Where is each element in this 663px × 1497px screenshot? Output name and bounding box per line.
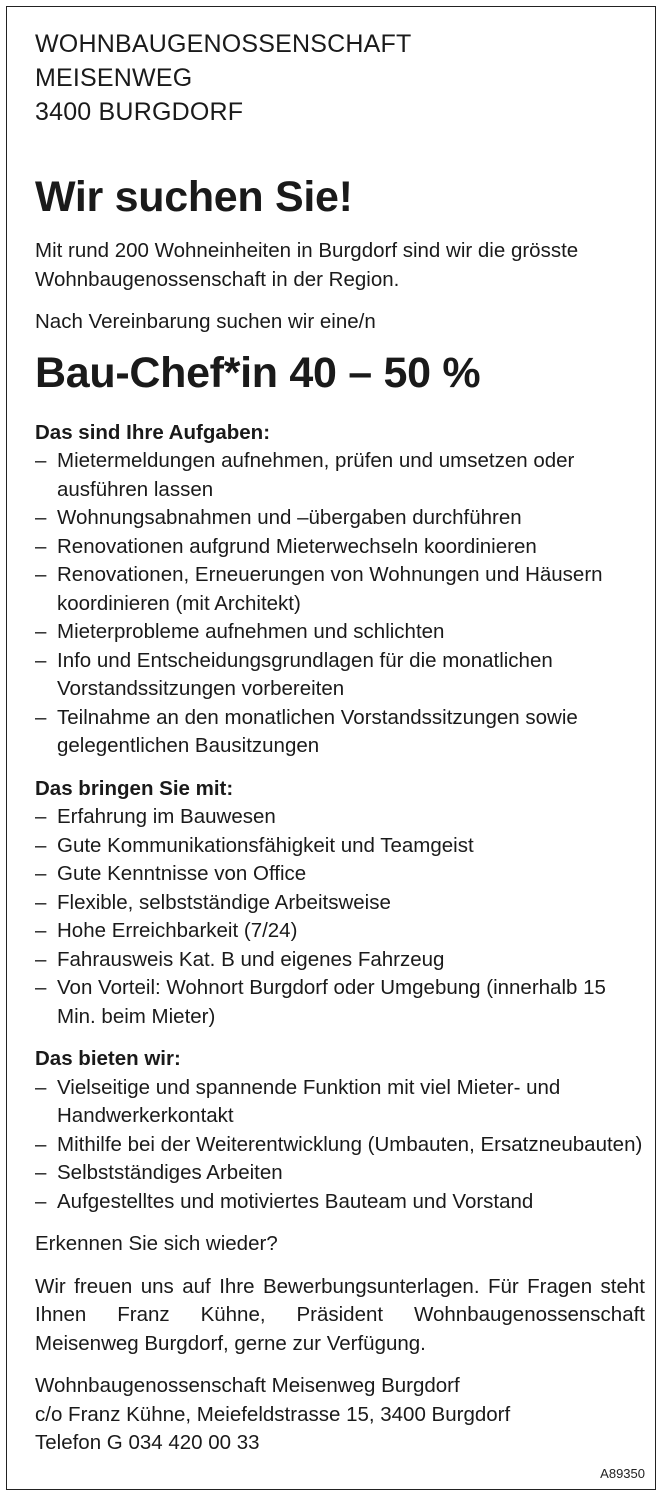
dash-bullet: – xyxy=(35,620,47,643)
dash-bullet: – xyxy=(35,506,47,529)
list-item xyxy=(35,504,645,533)
list-item-text: Teilnahme an den monatlichen Vorstandssitzungen sowie gelegentlichen Bausitzungen xyxy=(57,705,578,757)
section-heading-requirements: Das bringen Sie mit: xyxy=(35,776,234,800)
dash-bullet: – xyxy=(35,563,47,586)
list-item-text: Gute Kenntnisse von Office xyxy=(57,862,307,885)
list-item xyxy=(35,803,645,832)
list-item-text: Info und Entscheidungsgrundlagen für die monatlichen Vorstandssitzungen vorbereiten xyxy=(57,648,553,700)
dash-bullet: – xyxy=(35,1132,47,1156)
list-item-text: Gute Kommunikationsfähigkeit und Teamgeist xyxy=(57,833,474,857)
requirements-list xyxy=(35,803,645,1031)
list-item xyxy=(35,917,645,946)
list-item xyxy=(35,860,645,889)
list-item xyxy=(35,1159,645,1188)
list-item xyxy=(35,1131,645,1160)
org-name-line1: WOHNBAUGENOSSENSCHAFT xyxy=(35,30,412,58)
headline: Wir suchen Sie! xyxy=(35,173,353,221)
reference-code: A89350 xyxy=(600,1466,645,1481)
list-item-text: Fahrausweis Kat. B und eigenes Fahrzeug xyxy=(57,947,445,971)
list-item xyxy=(35,533,645,562)
list-item xyxy=(35,1074,645,1131)
dash-bullet: – xyxy=(35,862,47,885)
dash-bullet: – xyxy=(35,648,47,672)
dash-bullet: – xyxy=(35,534,47,558)
dash-bullet: – xyxy=(35,1161,47,1184)
dash-bullet: – xyxy=(35,705,47,729)
list-item-text: Renovationen, Erneuerungen von Wohnungen und Häusern koordinieren (mit Architekt) xyxy=(57,563,603,615)
dash-bullet: – xyxy=(35,947,47,971)
contact-phone: Telefon G 034 420 00 33 xyxy=(35,1431,260,1454)
list-item xyxy=(35,447,645,504)
dash-bullet: – xyxy=(35,919,47,942)
offer-list xyxy=(35,1074,645,1217)
list-item-text: Wohnungsabnahmen und –übergaben durchführen xyxy=(57,506,522,529)
pre-title-text: Nach Vereinbarung suchen wir eine/n xyxy=(35,310,376,333)
contact-address: c/o Franz Kühne, Meiefeldstrasse 15, 3400 Burgdorf xyxy=(35,1402,511,1426)
list-item-text: Mithilfe bei der Weiterentwicklung (Umbauten, Ersatzneubauten) xyxy=(57,1132,643,1156)
dash-bullet: – xyxy=(35,449,47,472)
dash-bullet: – xyxy=(35,1075,47,1099)
dash-bullet: – xyxy=(35,805,47,828)
list-item-text: Flexible, selbstständige Arbeitsweise xyxy=(57,890,391,914)
list-item-text: Von Vorteil: Wohnort Burgdorf oder Umgebung (innerhalb 15 Min. beim Mieter) xyxy=(57,976,606,1028)
list-item xyxy=(35,889,645,918)
dash-bullet: – xyxy=(35,1189,47,1213)
list-item-text: Vielseitige und spannende Funktion mit viel Mieter- und Handwerkerkontakt xyxy=(57,1075,561,1127)
contact-block xyxy=(35,1372,645,1458)
section-heading-tasks: Das sind Ihre Aufgaben: xyxy=(35,420,271,444)
list-item-text: Hohe Erreichbarkeit (7/24) xyxy=(57,919,298,942)
question-text: Erkennen Sie sich wieder? xyxy=(35,1232,278,1255)
list-item-text: Mieterprobleme aufnehmen und schlichten xyxy=(57,620,445,643)
dash-bullet: – xyxy=(35,890,47,914)
tasks-list xyxy=(35,447,645,761)
list-item xyxy=(35,647,645,704)
org-address-line: 3400 BURGDORF xyxy=(35,98,244,126)
list-item-text: Aufgestelltes und motiviertes Bauteam und Vorstand xyxy=(57,1189,534,1213)
job-title: Bau-Chef*in 40 – 50 % xyxy=(35,348,481,397)
list-item xyxy=(35,974,645,1031)
intro-paragraph: Mit rund 200 Wohneinheiten in Burgdorf sind wir die grösste Wohnbaugenossenschaft in der Region. xyxy=(35,239,579,291)
contact-org: Wohnbaugenossenschaft Meisenweg Burgdorf xyxy=(35,1374,460,1397)
list-item xyxy=(35,832,645,861)
list-item-text: Mietermeldungen aufnehmen, prüfen und umsetzen oder ausführen lassen xyxy=(57,449,575,501)
section-heading-offer: Das bieten wir: xyxy=(35,1047,181,1070)
org-name-line2: MEISENWEG xyxy=(35,64,193,92)
list-item xyxy=(35,1188,645,1217)
ad-frame xyxy=(6,6,656,1490)
list-item-text: Erfahrung im Bauwesen xyxy=(57,805,276,828)
list-item xyxy=(35,946,645,975)
list-item xyxy=(35,704,645,761)
list-item-text: Selbstständiges Arbeiten xyxy=(57,1161,283,1184)
ad-content xyxy=(35,27,645,1458)
dash-bullet: – xyxy=(35,833,47,857)
closing-paragraph: Wir freuen uns auf Ihre Bewerbungsunterlagen. Für Fragen steht Ihnen Franz Kühne, Präsident Wohnbaugenossenschaft Meisenweg Burgdorf, gerne zur Verfügung. xyxy=(35,1274,645,1355)
organization-header xyxy=(35,27,645,129)
dash-bullet: – xyxy=(35,976,47,999)
list-item xyxy=(35,561,645,618)
list-item xyxy=(35,618,645,647)
list-item-text: Renovationen aufgrund Mieterwechseln koordinieren xyxy=(57,534,537,558)
